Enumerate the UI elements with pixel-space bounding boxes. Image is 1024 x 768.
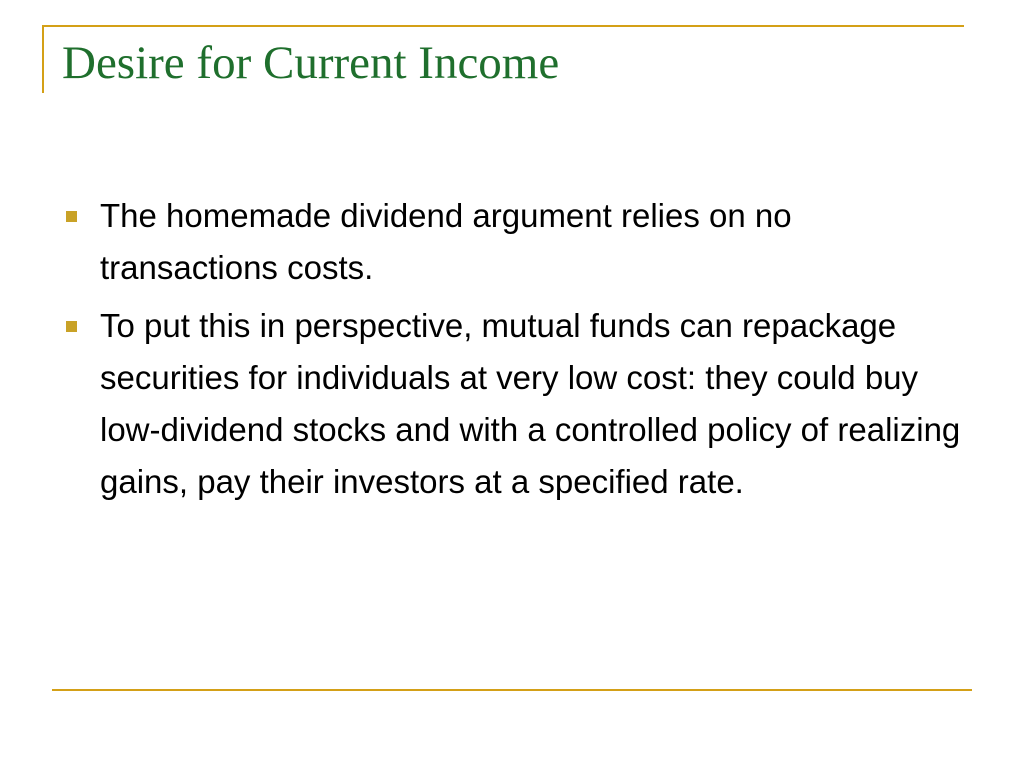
square-bullet-icon	[66, 211, 77, 222]
bullet-list	[62, 190, 972, 514]
square-bullet-icon	[66, 321, 77, 332]
bullet-item	[62, 300, 972, 508]
bullet-text: The homemade dividend argument relies on no transactions costs.	[100, 197, 792, 286]
slide-title: Desire for Current Income	[62, 37, 560, 89]
bullet-item	[62, 190, 972, 294]
top-border-line	[42, 25, 964, 27]
bullet-text: To put this in perspective, mutual funds can repackage securities for individuals at very low cost: they could buy low-dividend stocks and with a controlled policy of realizing gains, pay their investors at a specified rate.	[100, 307, 961, 500]
bottom-border-line	[52, 689, 972, 691]
left-border-line	[42, 25, 44, 93]
